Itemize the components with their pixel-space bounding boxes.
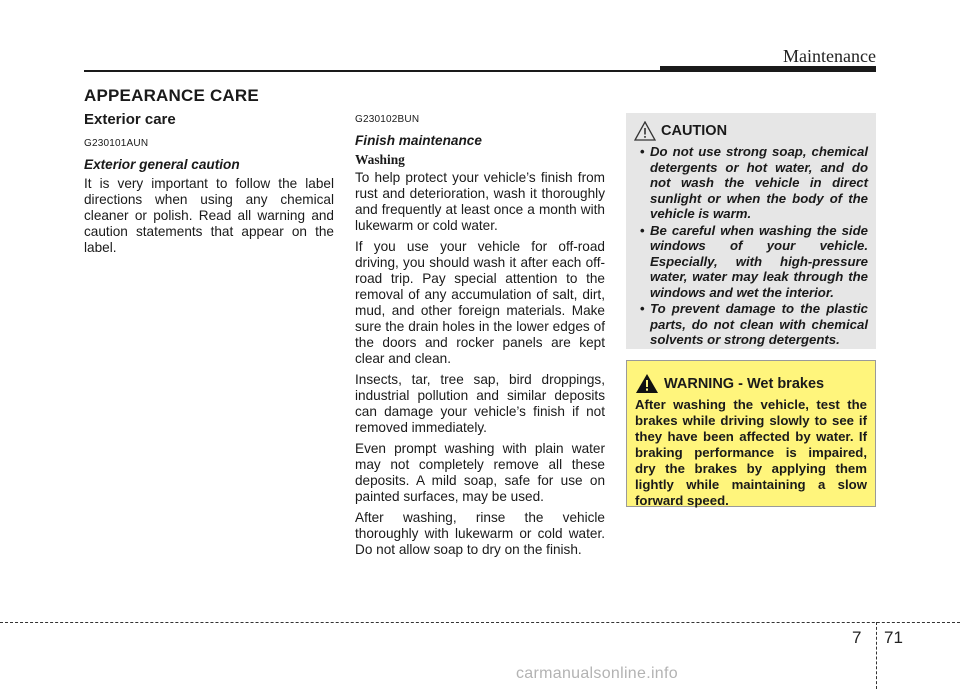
finish-maintenance-subheading: Finish maintenance	[355, 133, 482, 148]
finish-paragraph: Even prompt washing with plain water may not completely remove all these deposits. A mild soap, safe for use on painted surfaces, may be used.	[355, 441, 605, 504]
warning-text: After washing the vehicle, test the brakes while driving slowly to see if they have been affected by water. If braking performance is impaired, dry the brakes by applying them lightly while maintaining a slow forward speed.	[635, 397, 867, 508]
header-title: Maintenance	[783, 46, 876, 66]
footer-divider	[876, 622, 877, 689]
caution-header	[634, 121, 868, 141]
finish-paragraph: To help protect your vehicle’s finish from rust and deterioration, wash it thoroughly and frequently at least once a month with lukewarm or cold water.	[355, 170, 605, 233]
caution-title: CAUTION	[661, 123, 728, 139]
page-number: 71	[884, 628, 903, 647]
caution-item: • Do not use strong soap, chemical detergents or hot water, and do not wash the vehicle in direct sunlight or when the body of the vehicle is warm.	[634, 144, 868, 222]
caution-item: • To prevent damage to the plastic parts, do not clean with chemical solvents or strong detergents.	[634, 301, 868, 348]
warning-subtitle: Wet brakes	[746, 375, 825, 392]
watermark: carmanualsonline.info	[516, 665, 678, 682]
caution-item: • Be careful when washing the side windows of your vehicle. Especially, with high-pressure water, water may leak through the windows and wet the interior.	[634, 223, 868, 301]
warning-triangle-icon	[635, 373, 659, 394]
caution-list	[634, 144, 868, 348]
exterior-care-code: G230101AUN	[84, 138, 149, 149]
caution-box	[626, 113, 876, 349]
exterior-caution-paragraph: It is very important to follow the label directions when using any chemical cleaner or polish. Read all warning and caution statements that appear on the label.	[84, 176, 334, 255]
finish-paragraph: After washing, rinse the vehicle thoroughly with lukewarm or cold water. Do not allow soap to dry on the finish.	[355, 510, 605, 557]
warning-box	[626, 360, 876, 507]
finish-maintenance-column	[355, 112, 605, 563]
finish-paragraph: If you use your vehicle for off-road driving, you should wash it after each off-road trip. Pay special attention to the removal of any accumulation of salt, dirt, mud, and other foreign materials. Make sure the drain holes in the lower edges of the doors and rocker panels are kept clear and clean.	[355, 239, 605, 366]
exterior-caution-subheading: Exterior general caution	[84, 157, 240, 172]
footer-rule	[0, 622, 960, 623]
exterior-care-column	[84, 112, 334, 261]
section-title: APPEARANCE CARE	[84, 86, 259, 105]
warning-title: WARNING -	[664, 375, 743, 392]
header-bar	[660, 66, 876, 72]
washing-label: Washing	[355, 152, 405, 167]
exterior-care-heading: Exterior care	[84, 111, 176, 128]
finish-paragraph: Insects, tar, tree sap, bird droppings, industrial pollution and similar deposits can damage your vehicle’s finish if not removed immediately.	[355, 372, 605, 435]
chapter-number: 7	[852, 628, 862, 647]
finish-maintenance-code: G230102BUN	[355, 114, 420, 125]
warning-header	[635, 373, 867, 394]
caution-triangle-icon	[634, 121, 656, 141]
